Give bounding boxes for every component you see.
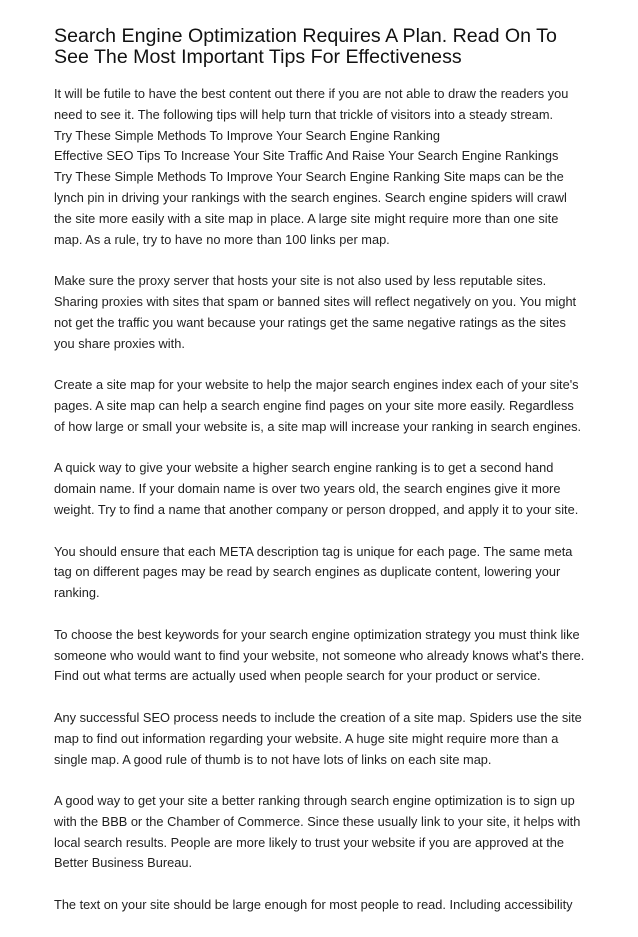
document-page xyxy=(54,26,586,937)
paragraph-text: Any successful SEO process needs to include the creation of a site map. Spiders use the site map to find out information regarding your website. A huge site might require more than a single map. A good rule of thumb is to not have lots of links on each site map. xyxy=(54,709,582,767)
paragraph-text: Effective SEO Tips To Increase Your Site Traffic And Raise Your Search Engine Rankings xyxy=(54,148,559,164)
paragraph xyxy=(54,542,586,604)
paragraph xyxy=(54,271,586,354)
paragraph-text: A quick way to give your website a higher search engine ranking is to get a second hand domain name. If your domain name is over two years old, the search engines give it more weight. Try to find a name that another company or person dropped, and apply it to your site. xyxy=(54,460,579,517)
paragraph xyxy=(54,708,586,770)
paragraph-text: Make sure the proxy server that hosts your site is not also used by less reputable sites. Sharing proxies with sites that spam or banned sites will reflect negatively on you. You might not get the traffic you want because your ratings get the same negative ratings as the sites you share proxies with. xyxy=(54,273,577,351)
paragraph-text: To choose the best keywords for your search engine optimization strategy you must think like someone who would want to find your website, not someone who already knows what's there. Find out what terms are actually used when people search for your product or service. xyxy=(54,626,585,684)
paragraph xyxy=(54,458,586,520)
paragraph-text: It will be futile to have the best content out there if you are not able to draw the readers you need to see it. The following tips will help turn that trickle of visitors into a steady stream. xyxy=(54,86,569,122)
paragraph xyxy=(54,791,586,874)
paragraph-text: A good way to get your site a better ranking through search engine optimization is to sign up with the BBB or the Chamber of Commerce. Since these usually link to your site, it helps with local search results. People are more likely to trust your website if you are approved at the Better Business Bureau. xyxy=(54,793,581,871)
document-title: Search Engine Optimization Requires A Plan. Read On To See The Most Important Tips For Effectiveness xyxy=(54,25,557,68)
paragraph-text: Create a site map for your website to help the major search engines index each of your site's pages. A site map can help a search engine find pages on your site more easily. Regardless of how large or small your website is, a site map will increase your ranking in search engines. xyxy=(54,377,582,434)
paragraph-text: The text on your site should be large enough for most people to read. Including accessibility xyxy=(54,897,573,913)
paragraph-text: Try These Simple Methods To Improve Your Search Engine Ranking xyxy=(54,127,441,143)
paragraph xyxy=(54,375,586,437)
paragraph xyxy=(54,84,586,250)
paragraph xyxy=(54,625,586,687)
paragraph-text: You should ensure that each META description tag is unique for each page. The same meta tag on different pages may be read by search engines as duplicate content, lowering your ranking. xyxy=(54,543,573,601)
paragraph-text: Try These Simple Methods To Improve Your Search Engine Ranking Site maps can be the lynch pin in driving your rankings with the search engines. Search engine spiders will crawl the site more easily with a site map in place. A large site might require more than one site map. As a rule, try to have no more than 100 links per map. xyxy=(54,169,567,247)
document-body xyxy=(54,84,586,916)
paragraph xyxy=(54,895,586,916)
